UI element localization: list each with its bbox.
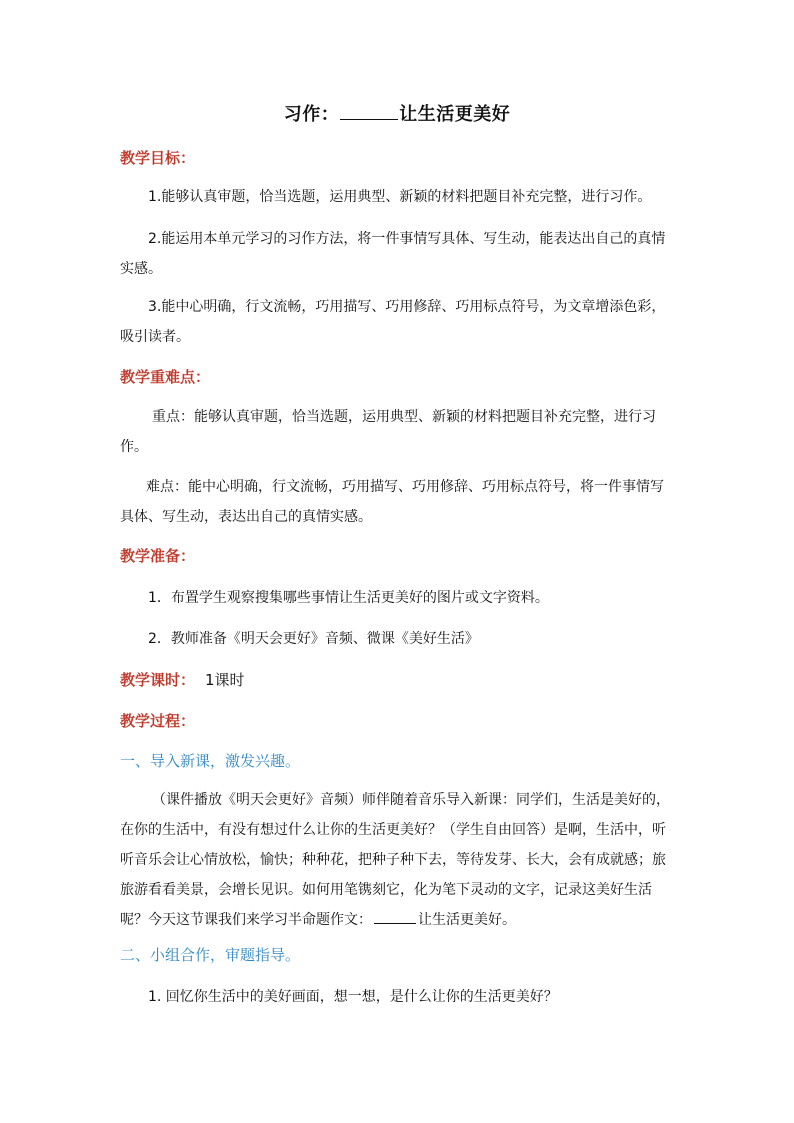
step2-item-1: 1. 回忆你生活中的美好画面，想一想，是什么让你的生活更美好？: [148, 989, 558, 1005]
goal-item-3: 3.能中心明确，行文流畅，巧用描写、巧用修辞、巧用标点符号，为文章增添色彩，吸引读者。: [120, 299, 666, 345]
step1-text-after: 让生活更美好。: [418, 912, 516, 928]
goals-heading: 教学目标：: [120, 149, 196, 167]
hours-label: 教学课时：: [120, 671, 196, 689]
step1-blank-line: [374, 911, 416, 924]
title-prefix: 习作：: [283, 104, 340, 125]
goal-item-2: 2.能运用本单元学习的习作方法，将一件事情写具体、写生动，能表达出自己的真情实感。: [120, 231, 666, 277]
goal-item-1: 1.能够认真审题，恰当选题，运用典型、新颖的材料把题目补充完整，进行习作。: [148, 189, 652, 205]
document-title: [0, 100, 794, 126]
title-suffix: 让生活更美好: [399, 104, 511, 125]
focus-point: 重点：能够认真审题，恰当选题，运用典型、新颖的材料把题目补充完整，进行习作。: [120, 409, 656, 455]
step1-text-before: （课件播放《明天会更好》音频）师伴随着音乐导入新课：同学们，生活是美好的，在你的生活中，有没有想过什么让你的生活更美好？（学生自由回答）是啊，生活中，听听音乐会让心情放松，愉快；种种花，把种子种下去，等待发芽、长大，会有成就感；旅旅游看看美景，会增长见识。如何用笔镌刻它，化为笔下灵动的文字，记录这美好生活呢？今天这节课我们来学习半命题作文：: [120, 792, 670, 928]
step1-paragraph: [120, 785, 670, 935]
difficulty-point: 难点：能中心明确，行文流畅，巧用描写、巧用修辞、巧用标点符号，将一件事情写具体、写生动，表达出自己的真情实感。: [120, 479, 664, 525]
process-heading: 教学过程：: [120, 712, 196, 730]
title-blank-line: [340, 105, 398, 120]
hours-value: 1课时: [205, 671, 245, 689]
preparation-item-2: 2．教师准备《明天会更好》音频、微课《美好生活》: [148, 631, 479, 647]
preparation-item-1: 1．布置学生观察搜集哪些事情让生活更美好的图片或文字资料。: [148, 590, 549, 606]
step2-title: 二、小组合作，审题指导。: [120, 946, 301, 964]
key-points-heading: 教学重难点：: [120, 368, 211, 386]
preparation-heading: 教学准备：: [120, 547, 196, 565]
hours-heading: [120, 669, 245, 690]
step1-title: 一、导入新课，激发兴趣。: [120, 752, 301, 770]
